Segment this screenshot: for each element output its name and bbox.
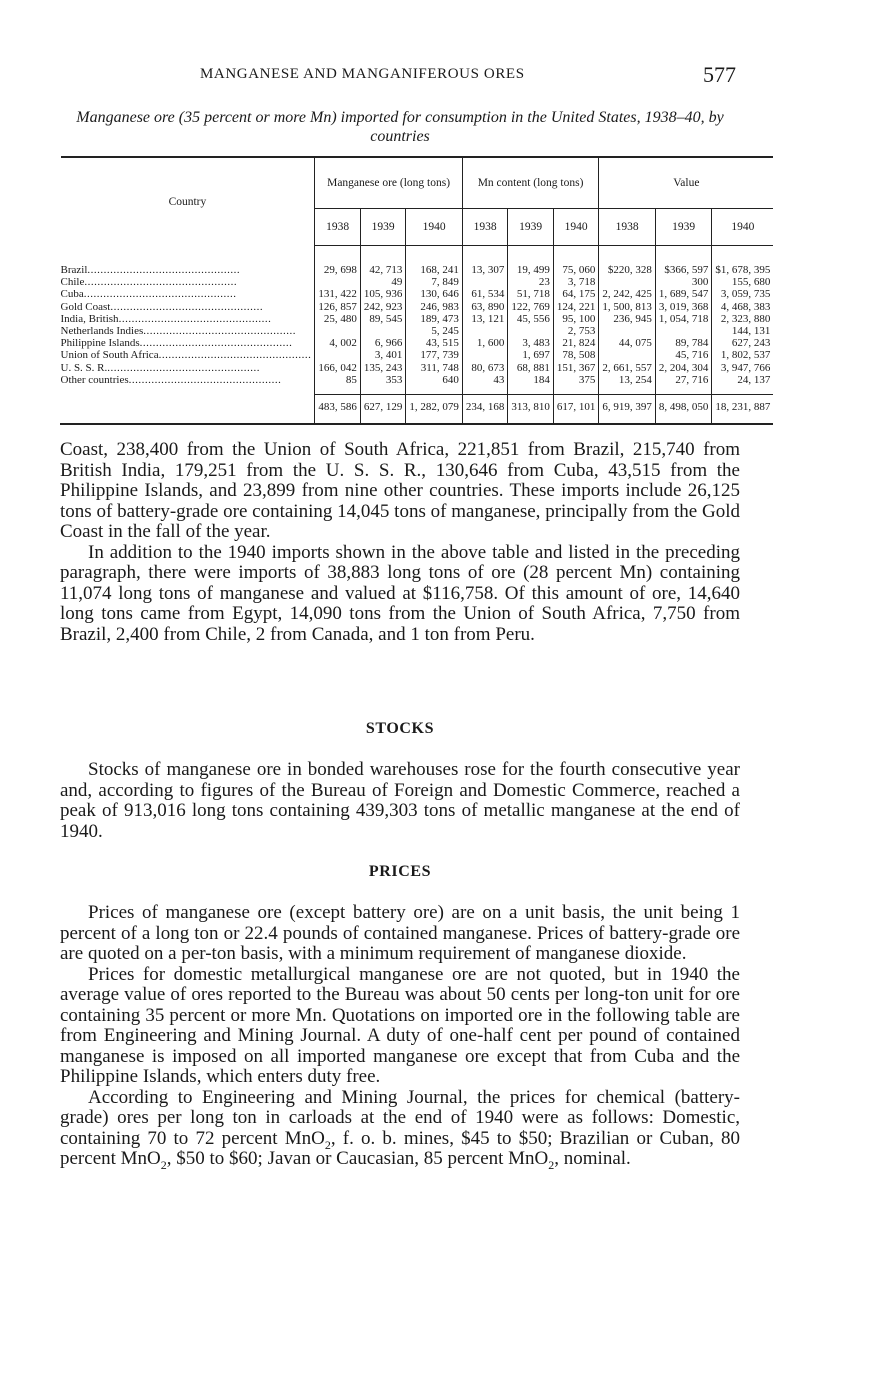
value-cell: 85 [315,374,361,395]
total-cell: 8, 498, 050 [655,395,712,425]
value-cell [655,325,712,337]
country-column-header: Country [61,157,315,246]
value-cell: 29, 698 [315,246,361,277]
value-cell: 95, 100 [553,313,599,325]
value-cell: 89, 545 [360,313,406,325]
value-cell: 236, 945 [599,313,656,325]
value-cell: 89, 784 [655,337,712,349]
value-cell: 64, 175 [553,288,599,300]
value-cell: 246, 983 [406,301,463,313]
value-cell: 2, 323, 880 [712,313,774,325]
leader-dots [119,313,272,325]
totals-label-cell [61,395,315,425]
body-text-upper [60,440,740,645]
value-cell: 627, 243 [712,337,774,349]
value-cell: 6, 966 [360,337,406,349]
table-row [61,313,774,325]
year-header: 1940 [406,209,463,246]
table-row [61,288,774,300]
value-cell: 51, 718 [508,288,554,300]
leader-dots [84,276,237,288]
paragraph-battery-grade-prices: According to Engineering and Mining Journal, the prices for chemical (battery-grade) ores per long ton in carloads at the end of 1940 were as follows: Domestic, containing 70 to 72 percent MnO$_2$, f. o. b. mines, $45 to $50; Brazilian or Cuban, 80 percent MnO$_2$, $50 to $60; Javan or Caucasian, 85 percent MnO$_2$, nominal. [60,1086,740,1172]
value-cell: $366, 597 [655,246,712,277]
value-cell: 3, 059, 735 [712,288,774,300]
value-cell: 43 [462,374,508,395]
table-body [61,246,774,426]
value-cell: 126, 857 [315,301,361,313]
value-cell: 24, 137 [712,374,774,395]
value-cell [462,276,508,288]
value-cell: 3, 483 [508,337,554,349]
country-cell: Netherlands Indies ..... [61,325,315,337]
leader-dots [87,264,240,276]
totals-row [61,395,774,425]
value-cell: 3, 718 [553,276,599,288]
value-cell: 166, 042 [315,362,361,374]
table-bottom-rule [61,424,774,425]
value-cell: 1, 054, 718 [655,313,712,325]
value-cell: 131, 422 [315,288,361,300]
country-cell: Philippine Islands ..... [61,337,315,349]
value-cell: 5, 245 [406,325,463,337]
value-cell: 4, 002 [315,337,361,349]
table-row [61,301,774,313]
value-cell: 144, 131 [712,325,774,337]
leader-dots [159,349,312,361]
year-header: 1939 [508,209,554,246]
value-cell: 45, 716 [655,349,712,361]
imports-table [60,156,771,425]
table-row [61,349,774,361]
value-cell: 353 [360,374,406,395]
value-cell: 80, 673 [462,362,508,374]
page-number: 577 [703,62,736,87]
value-cell: 61, 534 [462,288,508,300]
leader-dots [84,288,237,300]
mn-content-header: Mn content (long tons) [462,157,599,209]
total-cell: 627, 129 [360,395,406,425]
leader-dots [110,301,263,313]
value-cell [315,325,361,337]
value-cell: 3, 401 [360,349,406,361]
value-cell: 151, 367 [553,362,599,374]
value-cell: 189, 473 [406,313,463,325]
value-cell [599,325,656,337]
leader-dots [129,374,282,386]
year-header: 1938 [462,209,508,246]
table-row [61,374,774,395]
total-cell: 234, 168 [462,395,508,425]
year-header: 1938 [599,209,656,246]
paragraph-unit-basis: Prices of manganese ore (except battery ore) are on a unit basis, the unit being 1 percent of a long ton or 22.4 pounds of contained manganese. Prices of battery-grade ore are quoted on a per-ton basis, with a minimum requirement of manganese dioxide. [60,902,740,964]
value-cell: 2, 242, 425 [599,288,656,300]
value-cell: 375 [553,374,599,395]
paragraph-domestic-prices: Prices for domestic metallurgical manganese ore are not quoted, but in 1940 the average value of ores reported to the Bureau was about 50 cents per long-ton unit for ore containing 35 percent or more Mn. Quotations on imported ore in the following table are from Engineering and Mining Journal. A duty of one-half cent per pound of contained manganese is imposed on all imported manganese ore except that from Cuba and the Philippine Islands, which enters duty free. [60,963,740,1087]
total-cell: 313, 810 [508,395,554,425]
value-cell: 640 [406,374,463,395]
total-cell: 18, 231, 887 [712,395,774,425]
total-cell: 6, 919, 397 [599,395,656,425]
value-cell [599,276,656,288]
value-cell: 1, 500, 813 [599,301,656,313]
country-cell: India, British ..... [61,313,315,325]
value-cell: 300 [655,276,712,288]
body-text-stocks [60,760,740,842]
value-cell: 13, 307 [462,246,508,277]
value-cell: 155, 680 [712,276,774,288]
value-cell: 135, 243 [360,362,406,374]
total-cell: 1, 282, 079 [406,395,463,425]
value-cell: 7, 849 [406,276,463,288]
value-cell: 45, 556 [508,313,554,325]
value-cell: 3, 947, 766 [712,362,774,374]
value-cell [360,325,406,337]
value-cell [462,325,508,337]
value-cell: 122, 769 [508,301,554,313]
value-cell: 75, 060 [553,246,599,277]
total-cell: 483, 586 [315,395,361,425]
value-cell: 44, 075 [599,337,656,349]
running-title: MANGANESE AND MANGANIFEROUS ORES [200,66,525,82]
table-row [61,246,774,277]
value-cell: 2, 204, 304 [655,362,712,374]
paragraph-additional-imports: In addition to the 1940 imports shown in the above table and listed in the preceding paragraph, there were imports of 38,883 long tons of ore (28 percent Mn) containing 11,074 long tons of manganese and valued at $116,758. Of this amount of ore, 14,640 long tons came from Egypt, 14,090 tons from the Union of South Africa, 7,750 from Brazil, 2,400 from Chile, 2 from Canada, and 1 ton from Peru. [60,541,740,645]
value-cell: 3, 019, 368 [655,301,712,313]
value-cell: 78, 508 [553,349,599,361]
manganese-ore-header: Manganese ore (long tons) [315,157,463,209]
value-cell: 1, 600 [462,337,508,349]
table-row [61,337,774,349]
value-cell: 13, 254 [599,374,656,395]
value-cell: 1, 697 [508,349,554,361]
country-cell: Chile ..... [61,276,315,288]
table-row [61,276,774,288]
value-cell: $1, 678, 395 [712,246,774,277]
country-cell: Other countries ..... [61,374,315,395]
value-cell: 43, 515 [406,337,463,349]
table-row [61,325,774,337]
value-cell: 184 [508,374,554,395]
country-cell: Cuba ..... [61,288,315,300]
year-header: 1940 [712,209,774,246]
country-cell: U. S. S. R. ..... [61,362,315,374]
value-cell [462,349,508,361]
page-header [60,62,740,90]
leader-dots [140,337,293,349]
value-cell: 21, 824 [553,337,599,349]
value-cell: 311, 748 [406,362,463,374]
year-header: 1938 [315,209,361,246]
value-cell: 105, 936 [360,288,406,300]
value-cell: 1, 802, 537 [712,349,774,361]
prices-heading: PRICES [368,863,432,880]
value-cell: 1, 689, 547 [655,288,712,300]
value-cell: 63, 890 [462,301,508,313]
value-cell: 23 [508,276,554,288]
value-cell: 130, 646 [406,288,463,300]
value-cell: 177, 739 [406,349,463,361]
value-cell: $220, 328 [599,246,656,277]
value-cell: 2, 661, 557 [599,362,656,374]
value-cell [508,325,554,337]
year-header: 1940 [553,209,599,246]
country-cell: Gold Coast ..... [61,301,315,313]
value-cell: 13, 121 [462,313,508,325]
value-cell: 19, 499 [508,246,554,277]
year-header: 1939 [655,209,712,246]
year-header: 1939 [360,209,406,246]
value-cell: 25, 480 [315,313,361,325]
value-cell: 124, 221 [553,301,599,313]
value-cell: 42, 713 [360,246,406,277]
value-cell [599,349,656,361]
value-cell [315,349,361,361]
value-cell: 4, 468, 383 [712,301,774,313]
leader-dots [107,362,260,374]
total-cell: 617, 101 [553,395,599,425]
country-cell: Brazil ..... [61,246,315,277]
value-cell: 27, 716 [655,374,712,395]
value-cell: 168, 241 [406,246,463,277]
paragraph-imports-by-country: Coast, 238,400 from the Union of South Africa, 221,851 from Brazil, 215,740 from British India, 179,251 from the U. S. S. R., 130,646 from Cuba, 43,515 from the Philippine Islands, and 23,899 from nine other countries. These imports include 26,125 tons of battery-grade ore containing 14,045 tons of manganese, principally from the Gold Coast in the fall of the year. [60,439,740,542]
country-cell: Union of South Africa ..... [61,349,315,361]
value-cell: 68, 881 [508,362,554,374]
stocks-heading: STOCKS [365,720,435,737]
value-cell: 2, 753 [553,325,599,337]
table-caption: Manganese ore (35 percent or more Mn) imported for consumption in the United States, 1938–40, by countries [76,109,724,145]
body-text-prices [60,903,740,1170]
leader-dots [143,325,296,337]
value-cell: 242, 923 [360,301,406,313]
paragraph-stocks: Stocks of manganese ore in bonded warehouses rose for the fourth consecutive year and, according to figures of the Bureau of Foreign and Domestic Commerce, reached a peak of 913,016 long tons containing 439,303 tons of metallic manganese at the end of 1940. [60,759,740,842]
value-header: Value [599,157,774,209]
table-row [61,362,774,374]
value-cell [315,276,361,288]
value-cell: 49 [360,276,406,288]
